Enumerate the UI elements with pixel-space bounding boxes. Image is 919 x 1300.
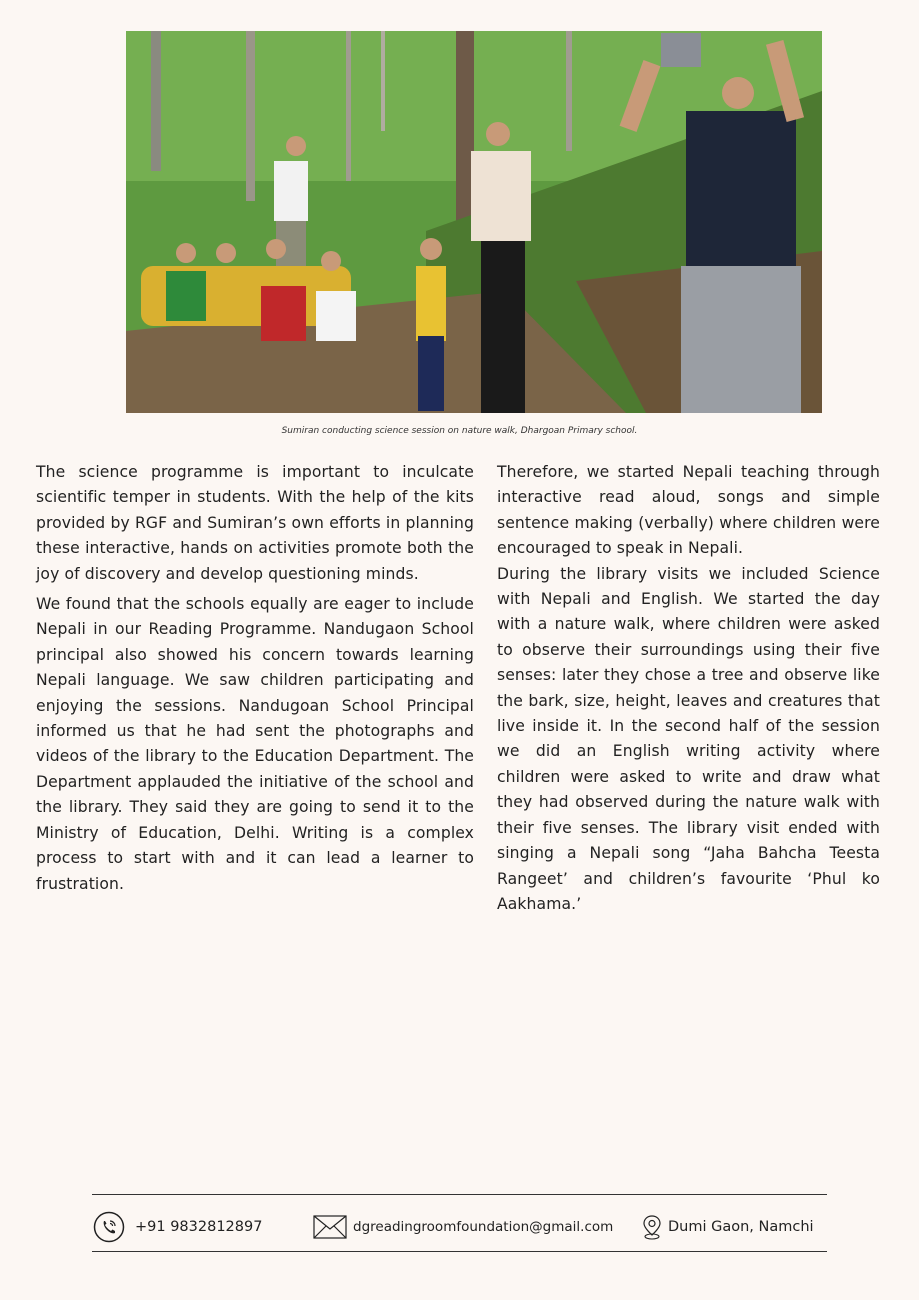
right-column — [497, 460, 880, 917]
footer-bottom-rule — [92, 1251, 827, 1252]
paragraph: The science programme is important to inculcate scientific temper in students. With the help of the kits provided by RGF and Sumiran’s own efforts in planning these interactive, hands on activities promote both the joy of discovery and develop questioning minds. — [36, 463, 474, 583]
phone-number: +91 9832812897 — [135, 1219, 263, 1235]
nature-walk-photo — [126, 31, 822, 413]
mail-icon — [313, 1215, 347, 1239]
location-pin-icon — [642, 1214, 662, 1240]
paragraph: During the library visits we included Science with Nepali and English. We started the day with a nature walk, where children were asked to observe their surroundings using their five senses: later they chose a tree and observe like the bark, size, height, leaves and creatures that live inside it. In the second half of the session we did an English writing activity where children were asked to write and draw what they had observed during the nature walk with their five senses. The library visit ended with singing a Nepali song “Jaha Bahcha Teesta Rangeet’ and children’s favourite ‘Phul ko Aakhama.’ — [497, 564, 880, 913]
paragraph: Therefore, we started Nepali teaching through interactive read aloud, songs and simple sentence making (verbally) where children were encouraged to speak in Nepali. — [497, 463, 880, 558]
paragraph: We found that the schools equally are eager to include Nepali in our Reading Programme. Nandugaon School principal also showed his concern towards learning Nepali language. We saw children participating and enjoying the sessions. Nandugoan School Principal informed us that he had sent the photographs and videos of the library to the Education Department. The Department applauded the initiative of the school and the library. They said they are going to send it to the Ministry of Education, Delhi. Writing is a complex process to start with and it can lead a learner to frustration. — [36, 595, 474, 893]
location-text: Dumi Gaon, Namchi — [668, 1219, 814, 1235]
phone-icon — [93, 1211, 125, 1243]
photo-caption: Sumiran conducting science session on nature walk, Dhargoan Primary school. — [281, 426, 638, 436]
left-column — [36, 460, 474, 902]
footer-email[interactable] — [313, 1214, 613, 1240]
email-address: dgreadingroomfoundation@gmail.com — [353, 1219, 614, 1235]
photo-illustration — [126, 31, 822, 413]
footer-top-rule — [92, 1194, 827, 1195]
footer-phone[interactable] — [93, 1214, 262, 1240]
footer-location — [642, 1214, 814, 1240]
